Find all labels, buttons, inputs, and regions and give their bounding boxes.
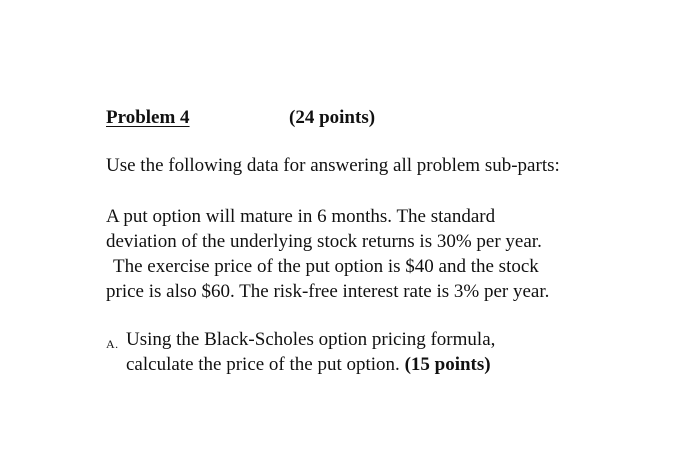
part-a-line-2	[126, 354, 491, 376]
part-a-points: (15 points)	[404, 354, 491, 375]
data-line-2: deviation of the underlying stock returns is 30% per year.	[106, 231, 542, 252]
part-a-label: A.	[106, 337, 119, 351]
intro-text: Use the following data for answering all problem sub-parts:	[106, 155, 560, 176]
data-line-1: A put option will mature in 6 months. The standard	[106, 206, 496, 227]
data-line-4: price is also $60. The risk-free interest rate is 3% per year.	[106, 281, 550, 302]
problem-points: (24 points)	[289, 107, 376, 128]
problem-title: Problem 4	[106, 107, 190, 128]
data-line-3: The exercise price of the put option is $40 and the stock	[113, 256, 539, 277]
part-a-question: calculate the price of the put option.	[126, 354, 405, 375]
part-a-line-1: Using the Black-Scholes option pricing formula,	[126, 329, 496, 350]
